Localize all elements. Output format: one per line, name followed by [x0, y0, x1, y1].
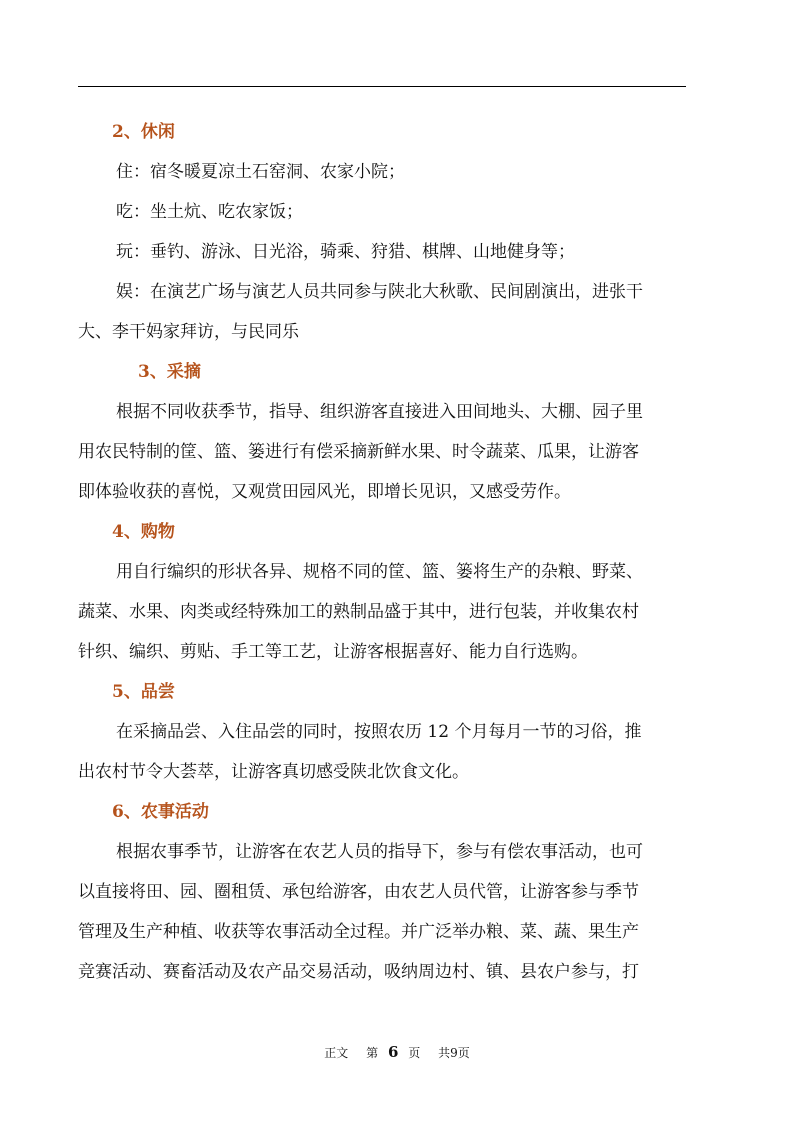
body-line: 即体验收获的喜悦，又观赏田园风光，即增长见识，又感受劳作。: [78, 482, 571, 502]
document-body: [78, 112, 686, 992]
body-line: 玩：垂钓、游泳、日光浴，骑乘、狩猎、棋牌、山地健身等；: [116, 242, 575, 262]
body-line: 出农村节令大荟萃，让游客真切感受陕北饮食文化。: [78, 762, 469, 782]
footer-page-number: 6: [387, 1043, 399, 1061]
section-picking: [78, 352, 686, 512]
body-line: 用农民特制的筐、篮、篓进行有偿采摘新鲜水果、时令蔬菜、瓜果，让游客: [78, 442, 639, 462]
body-line: 竞赛活动、赛畜活动及农产品交易活动，吸纳周边村、镇、县农户参与，打: [78, 962, 639, 982]
body-line: 用自行编织的形状各异、规格不同的筐、篮、篓将生产的杂粮、野菜、: [116, 562, 643, 582]
section-heading: 6、农事活动: [112, 802, 209, 822]
footer-page-suffix: 页: [408, 1046, 421, 1060]
header-rule: [78, 86, 686, 87]
body-line: 蔬菜、水果、肉类或经特殊加工的熟制品盛于其中，进行包装，并收集农村: [78, 602, 639, 622]
body-line: 吃：坐土炕、吃农家饭；: [116, 202, 303, 222]
body-line: 以直接将田、园、圈租赁、承包给游客，由农艺人员代管，让游客参与季节: [78, 882, 639, 902]
body-line: 根据不同收获季节，指导、组织游客直接进入田间地头、大棚、园子里: [116, 402, 643, 422]
body-line: 大、李干妈家拜访，与民同乐: [78, 322, 299, 342]
section-shopping: [78, 512, 686, 672]
footer-page-total: 共9页: [438, 1046, 470, 1060]
section-tasting: [78, 672, 686, 792]
section-farming: [78, 792, 686, 992]
section-heading: 4、购物: [112, 522, 175, 542]
section-heading: 2、休闲: [112, 122, 175, 142]
body-line: 管理及生产种植、收获等农事活动全过程。并广泛举办粮、菜、蔬、果生产: [78, 922, 639, 942]
body-line: 针织、编织、剪贴、手工等工艺，让游客根据喜好、能力自行选购。: [78, 642, 588, 662]
section-heading: 3、采摘: [138, 362, 201, 382]
body-line: 住：宿冬暖夏凉土石窑洞、农家小院；: [116, 162, 405, 182]
body-line: 根据农事季节，让游客在农艺人员的指导下，参与有偿农事活动，也可: [116, 842, 643, 862]
page-footer: [0, 1043, 794, 1061]
body-line: 在采摘品尝、入住品尝的同时，按照农历 12 个月每月一节的习俗，推: [116, 722, 642, 742]
body-line: 娱：在演艺广场与演艺人员共同参与陕北大秋歌、民间剧演出，进张干: [116, 282, 643, 302]
footer-page-prefix: 第: [366, 1046, 379, 1060]
footer-section-label: 正文: [324, 1046, 349, 1060]
section-leisure: [78, 112, 686, 352]
section-heading: 5、品尝: [112, 682, 175, 702]
